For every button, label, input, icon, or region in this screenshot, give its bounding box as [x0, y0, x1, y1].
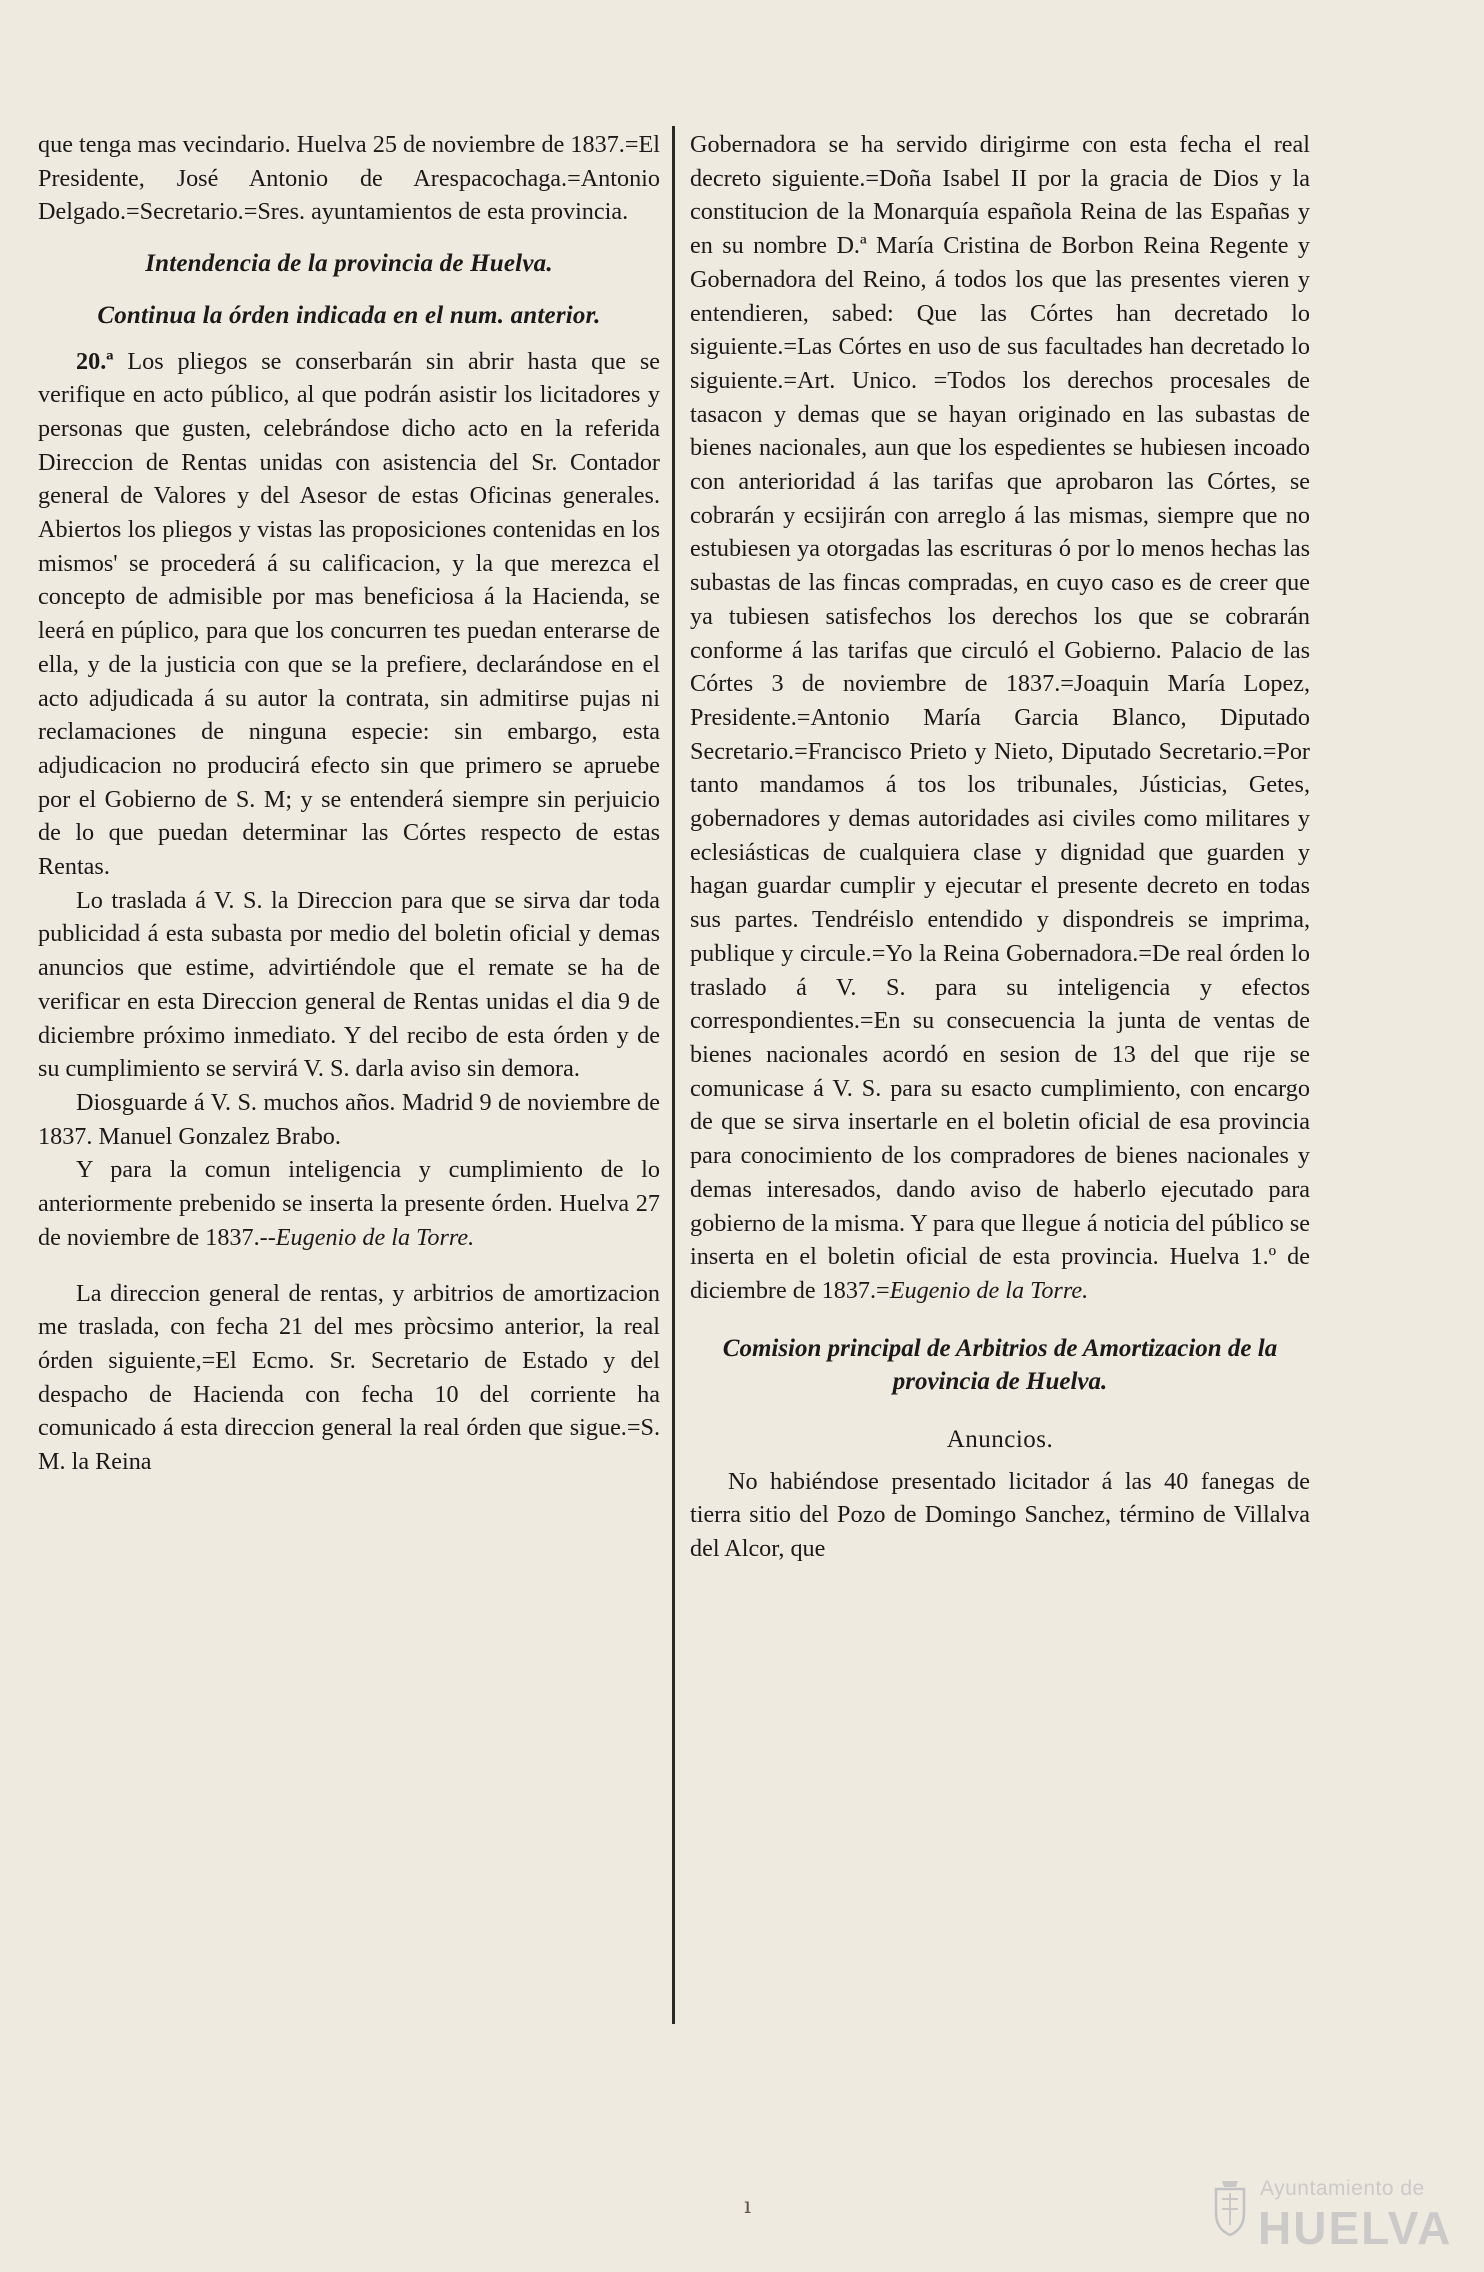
- clause-20-text: Los pliegos se conserbarán sin abrir hasta que se verifique en acto público, al que podrán asistir los licitadores y personas que gusten, celebrándose dicho acto en la referida Direccion de Rentas unidas con asistencia del Sr. Contador general de Valores y del Asesor de estas Oficinas generales. Abiertos los pliegos y vistas las proposiciones contenidas en los mismos' se procederá á su calificacion, y la que merezca el concepto de admisible por mas beneficiosa á la Hacienda, se leerá en púplico, para que los concurren tes puedan enterarse de ella, y de la justicia con que se la prefiere, declarándose en el acto adjudicada á su autor la contrata, sin admitirse pujas ni reclamaciones de ninguna especie: sin embargo, esta adjudicacion no producirá efecto sin que primero se apruebe por el Gobierno de S. M; y se entenderá siempre sin perjuicio de lo que puedan determinar las Córtes respecto de estas Rentas.: [38, 347, 660, 881]
- right-column: [690, 128, 1310, 1566]
- diosguarde-paragraph: Diosguarde á V. S. muchos años. Madrid 9 de noviembre de 1837. Manuel Gonzalez Brabo.: [38, 1088, 660, 1150]
- column-divider: [672, 126, 675, 2024]
- section-subheading-continua: Continua la órden indicada en el num. anterior.: [97, 301, 601, 329]
- traslada-paragraph: Lo traslada á V. S. la Direccion para que se sirva dar toda publicidad á esta subasta por medio del boletin oficial y demas anuncios que estime, advirtiéndole que el remate se ha de verificar en esta Direccion general de Rentas unidas el dia 9 de diciembre próximo inmediato. Y del recibo de esta órden y de su cumplimiento se servirá V. S. darla aviso sin demora.: [38, 886, 660, 1083]
- comun-inteligencia-text: Y para la comun inteligencia y cumplimiento de lo anteriormente prebenido se inserta la presente órden. Huelva 27 de noviembre de 1837.--: [38, 1156, 660, 1251]
- ayuntamiento-huelva-watermark: [1212, 2175, 1452, 2265]
- real-decreto-paragraph: [690, 128, 1310, 1308]
- crest-icon: [1212, 2179, 1248, 2237]
- signature-eugenio: Eugenio de la Torre.: [275, 1223, 475, 1251]
- section-heading-intendencia: Intendencia de la provincia de Huelva.: [145, 250, 553, 278]
- direccion-general-paragraph: La direccion general de rentas, y arbitrios de amortizacion me traslada, con fecha 21 del mes pròcsimo anterior, la real órden siguiente,=El Ecmo. Sr. Secretario de Estado y del despacho de Hacienda con fecha 10 del corriente ha comunicado á esta direccion general la real órden que sigue.=S. M. la Reina: [38, 1279, 660, 1476]
- clause-20-paragraph: [38, 345, 660, 884]
- real-decreto-text: Gobernadora se ha servido dirigirme con esta fecha el real decreto siguiente.=Doña Isabel II por la gracia de Dios y la constitucion de la Monarquía española Reina de las Españas y en su nombre D.ª María Cristina de Borbon Reina Regente y Gobernadora del Reino, á todos los que las presentes vieren y entendieren, sabed: Que las Córtes han decretado lo siguiente.=Las Córtes en uso de sus facultades han decretado lo siguiente.=Art. Unico. =Todos los derechos procesales de tasacon y demas que se hayan originado en las subastas de bienes nacionales, aun que los espedientes se hubiesen incoado con anterioridad á las tarifas que aprobaron las Córtes, se cobrarán y ecsijirán con arreglo á las mismas, siempre que no estubiesen ya otorgadas las escrituras ó por lo menos hechas las subastas de las fincas compradas, en cuyo caso es de creer que ya tubiesen satisfechos los derechos los que se cobrarán conforme á las tarifas que circuló el Gobierno. Palacio de las Córtes 3 de noviembre de 1837.=Joaquin María Lopez, Presidente.=Antonio María Garcia Blanco, Diputado Secretario.=Francisco Prieto y Nieto, Diputado Secretario.=Por tanto mandamos á tos los tribunales, Jústicias, Getes, gobernadores y demas autoridades asi civiles como militares y eclesiásticas de cualquiera clase y dignidad que guarden y hagan guardar cumplir y ejecutar el presente decreto en todas sus partes. Tendréislo entendido y dispondreis se imprima, publique y circule.=Yo la Reina Gobernadora.=De real órden lo traslado á V. S. para su inteligencia y efectos correspondientes.=En su consecuencia la junta de ventas de bienes nacionales acordó en sesion de 13 del que rije se comunicase á V. S. para su esacto cumplimiento, con encargo de que se sirva insertarle en el boletin oficial de esa provincia para conocimiento de los compradores de bienes nacionales y demas interesados, dando aviso de haberlo ejecutado para gobierno de la misma. Y para que llegue á noticia del público se inserta en el boletin oficial de esta provincia. Huelva 1.º de diciembre de 1837.=: [690, 131, 1310, 1304]
- anuncio-paragraph: No habiéndose presentado licitador á las 40 fanegas de tierra sitio del Pozo de Domingo Sanchez, término de Villalva del Alcor, que: [690, 1467, 1310, 1563]
- comision-heading: Comision principal de Arbitrios de Amortizacion de la provincia de Huelva.: [722, 1334, 1278, 1396]
- clause-number: 20.ª: [76, 347, 114, 375]
- signature-eugenio-right: Eugenio de la Torre.: [889, 1276, 1089, 1304]
- watermark-line2: HUELVA: [1258, 2202, 1453, 2254]
- anuncios-heading: Anuncios.: [946, 1426, 1054, 1454]
- left-column: [38, 128, 660, 1479]
- watermark-line1: Ayuntamiento de: [1260, 2177, 1425, 2200]
- page-mark: ı: [744, 2194, 752, 2219]
- comun-inteligencia-paragraph: [38, 1153, 660, 1254]
- closing-paragraph: que tenga mas vecindario. Huelva 25 de noviembre de 1837.=El Presidente, José Antonio de Arespacochaga.=Antonio Delgado.=Secretario.=Sres. ayuntamientos de esta provincia.: [38, 131, 660, 226]
